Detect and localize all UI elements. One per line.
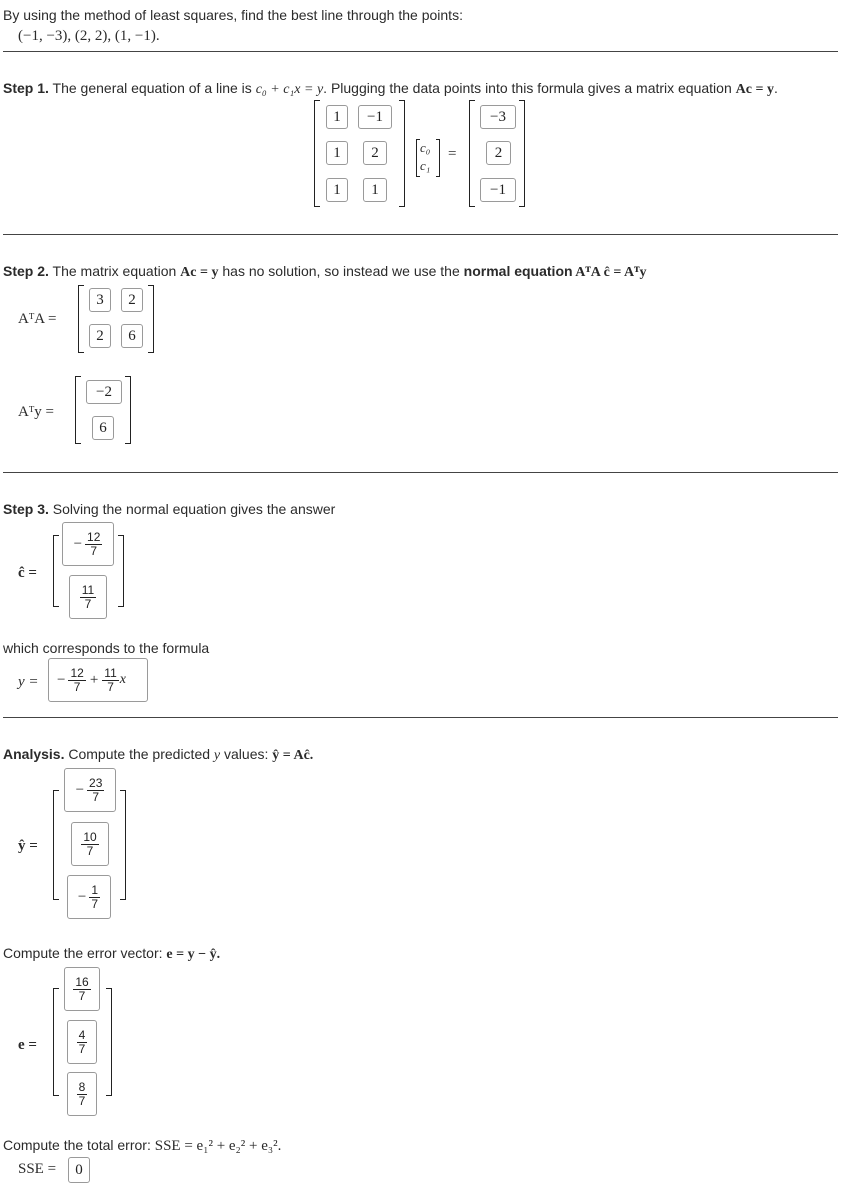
vector-aty-cell[interactable]: −2 <box>86 380 122 404</box>
vector-y-cell[interactable]: −1 <box>480 178 516 202</box>
formula-answer-box[interactable]: − $\frac{12}{7}$ + $\frac{11}{7}$ x <box>48 658 148 702</box>
sse-text: Compute the total error: SSE = e₁² + e₂² + e₃². <box>3 1137 282 1154</box>
fraction: $\frac{12}{7}$ <box>87 529 101 558</box>
analysis-label: Analysis. <box>3 746 65 762</box>
matrix-ata-cell[interactable]: 2 <box>121 288 143 312</box>
step3-text: Step 3. Solving the normal equation gives the answer <box>3 501 336 517</box>
aty-label: Aᵀy = <box>18 404 54 420</box>
fraction: $\frac{23}{7}$ <box>89 775 103 804</box>
step3-label: Step 3. <box>3 501 49 517</box>
bracket-right <box>148 285 154 353</box>
c-hat-cell[interactable] <box>69 575 107 619</box>
vector-c-entry: c₀ <box>420 140 431 155</box>
yhat-label: ŷ = <box>18 838 38 854</box>
matrix-A-cell[interactable]: 2 <box>363 141 387 165</box>
error-text: Compute the error vector: e = y − ŷ. <box>3 945 221 962</box>
fraction: $\frac{1}{7}$ <box>91 882 99 911</box>
yhat-cell[interactable] <box>71 822 109 866</box>
equals-sign: = <box>448 146 457 162</box>
problem-intro: By using the method of least squares, find the best line through the points: <box>3 7 463 23</box>
matrix-A-cell[interactable]: 1 <box>326 141 348 165</box>
bracket-left <box>75 376 81 444</box>
step1-label: Step 1. <box>3 80 49 96</box>
e-cell[interactable] <box>67 1072 97 1116</box>
e-cell[interactable] <box>64 967 100 1011</box>
bracket-right <box>519 100 525 207</box>
c-hat-label: ĉ = <box>18 565 37 581</box>
vector-c-entry: c₁ <box>420 158 431 173</box>
fraction: $\frac{8}{7}$ <box>78 1079 86 1108</box>
analysis-text: Analysis. Compute the predicted y values: ŷ = Aĉ. <box>3 746 314 763</box>
yhat-cell[interactable]: − $\frac{1}{7}$ <box>67 875 111 919</box>
divider <box>3 234 838 235</box>
formula-label: y = <box>18 674 39 690</box>
bracket-left <box>53 790 59 900</box>
ata-label: AᵀA = <box>18 311 57 327</box>
yhat-cell[interactable]: − $\frac{23}{7}$ <box>64 768 116 812</box>
bracket-right <box>436 139 440 177</box>
bracket-right <box>125 376 131 444</box>
bracket-left <box>78 285 84 353</box>
vector-y-cell[interactable]: −3 <box>480 105 516 129</box>
bracket-right <box>399 100 405 207</box>
corresponds-text: which corresponds to the formula <box>3 640 210 656</box>
sse-input[interactable]: 0 <box>68 1157 90 1183</box>
matrix-A-cell[interactable]: 1 <box>363 178 387 202</box>
matrix-ata-cell[interactable]: 6 <box>121 324 143 348</box>
divider <box>3 51 838 52</box>
matrix-A-cell[interactable]: 1 <box>326 105 348 129</box>
step2-label: Step 2. <box>3 263 49 279</box>
vector-aty-cell[interactable]: 6 <box>92 416 114 440</box>
sse-label: SSE = <box>18 1161 57 1177</box>
matrix-A-cell[interactable]: 1 <box>326 178 348 202</box>
bracket-right <box>120 790 126 900</box>
fraction: $\frac{11}{7}$ <box>104 665 117 694</box>
bracket-left <box>53 988 59 1096</box>
step2-text: Step 2. The matrix equation Ac = y has no solution, so instead we use the normal equation AᵀA ĉ = Aᵀy <box>3 263 647 280</box>
divider <box>3 717 838 718</box>
matrix-ata-cell[interactable]: 3 <box>89 288 111 312</box>
fraction: $\frac{11}{7}$ <box>81 582 95 611</box>
step1-text: Step 1. The general equation of a line is c₀ + c₁x = y. Plugging the data points into this formula gives a matrix equation Ac = y. <box>3 80 778 97</box>
matrix-ata-cell[interactable]: 2 <box>89 324 111 348</box>
bracket-left <box>53 535 59 607</box>
bracket-left <box>314 100 320 207</box>
e-cell[interactable] <box>67 1020 97 1064</box>
bracket-right <box>106 988 112 1096</box>
fraction: $\frac{16}{7}$ <box>75 974 89 1003</box>
bracket-right <box>118 535 124 607</box>
divider <box>3 472 838 473</box>
c-hat-cell[interactable]: − $\frac{12}{7}$ <box>62 522 114 566</box>
matrix-A-cell[interactable]: −1 <box>358 105 392 129</box>
e-label: e = <box>18 1037 37 1053</box>
bracket-left <box>469 100 475 207</box>
problem-points: (−1, −3), (2, 2), (1, −1). <box>18 28 160 44</box>
vector-y-cell[interactable]: 2 <box>486 141 511 165</box>
fraction: $\frac{12}{7}$ <box>70 665 84 694</box>
fraction: $\frac{4}{7}$ <box>78 1027 86 1056</box>
fraction: $\frac{10}{7}$ <box>83 829 97 858</box>
